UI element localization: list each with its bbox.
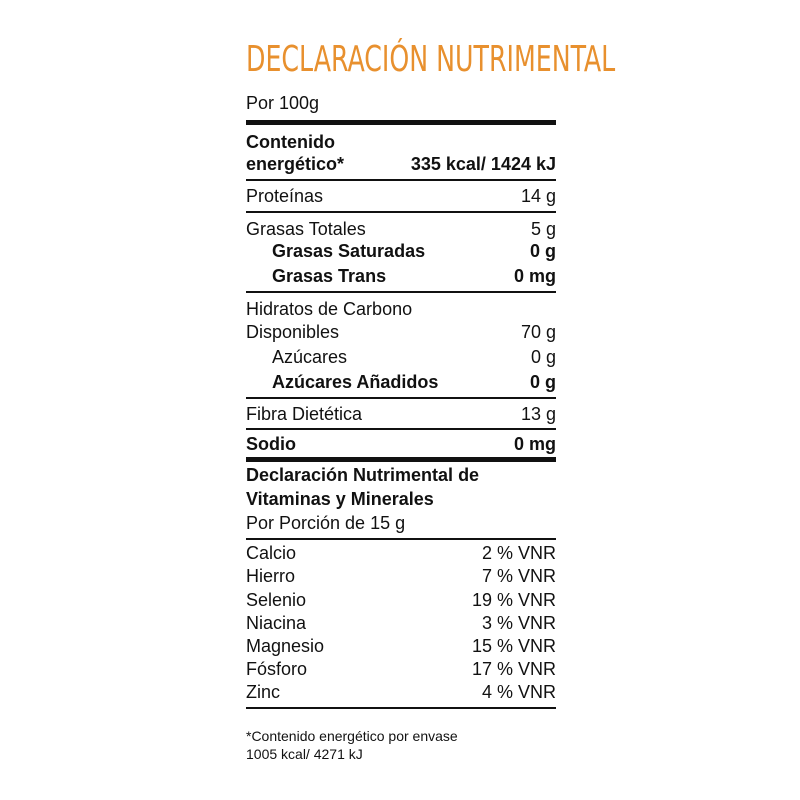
carbs-row bbox=[246, 321, 556, 343]
label-title: DECLARACIÓN NUTRIMENTAL bbox=[246, 39, 616, 80]
fats-total-label: Grasas Totales bbox=[246, 219, 366, 239]
divider bbox=[246, 397, 556, 399]
serving-size: Por 100g bbox=[246, 93, 320, 113]
fats-trans-value: 0 mg bbox=[513, 266, 556, 286]
sodium-value: 0 mg bbox=[513, 434, 556, 454]
added-sugars-row bbox=[246, 371, 556, 393]
divider bbox=[246, 179, 556, 181]
vitamin-value: 4 % VNR bbox=[481, 682, 556, 702]
proteins-value: 14 g bbox=[520, 186, 556, 206]
vitamin-value: 17 % VNR bbox=[471, 659, 556, 679]
fats-trans-label: Grasas Trans bbox=[272, 266, 387, 286]
vitamin-row bbox=[246, 589, 556, 611]
vitamin-name: Fósforo bbox=[246, 659, 308, 679]
fiber-value: 13 g bbox=[520, 404, 556, 424]
carbs-label-line1: Hidratos de Carbono bbox=[246, 299, 413, 319]
divider-thick bbox=[246, 120, 556, 125]
vitamin-value: 7 % VNR bbox=[481, 566, 556, 586]
divider bbox=[246, 538, 556, 540]
vitamins-heading-line2: Vitaminas y Minerales bbox=[246, 489, 434, 509]
energy-label-line1: Contenido bbox=[246, 132, 335, 152]
vitamin-row bbox=[246, 635, 556, 657]
divider bbox=[246, 707, 556, 709]
fiber-row bbox=[246, 403, 556, 425]
vitamins-heading-line1: Declaración Nutrimental de bbox=[246, 465, 480, 485]
fats-total-value: 5 g bbox=[530, 219, 556, 239]
vitamin-name: Magnesio bbox=[246, 636, 325, 656]
vitamin-value: 19 % VNR bbox=[471, 590, 556, 610]
added-sugars-label: Azúcares Añadidos bbox=[272, 372, 439, 392]
carbs-label-line2: Disponibles bbox=[246, 322, 340, 342]
fats-saturated-row bbox=[246, 240, 556, 262]
added-sugars-value: 0 g bbox=[529, 372, 556, 392]
fats-saturated-value: 0 g bbox=[529, 241, 556, 261]
footnote-line2: 1005 kcal/ 4271 kJ bbox=[246, 746, 363, 762]
vitamins-portion: Por Porción de 15 g bbox=[246, 513, 406, 533]
energy-label-line2: energético* bbox=[246, 154, 345, 174]
sugars-label: Azúcares bbox=[272, 347, 348, 367]
fats-total-row bbox=[246, 218, 556, 240]
divider bbox=[246, 291, 556, 293]
vitamin-row bbox=[246, 658, 556, 680]
fats-trans-row bbox=[246, 265, 556, 287]
vitamin-name: Hierro bbox=[246, 566, 296, 586]
vitamin-value: 15 % VNR bbox=[471, 636, 556, 656]
energy-value: 335 kcal/ 1424 kJ bbox=[410, 154, 556, 174]
divider bbox=[246, 211, 556, 213]
proteins-row bbox=[246, 185, 556, 207]
proteins-label: Proteínas bbox=[246, 186, 324, 206]
carbs-value: 70 g bbox=[520, 322, 556, 342]
footnote-line1: *Contenido energético por envase bbox=[246, 728, 458, 744]
vitamin-row bbox=[246, 542, 556, 564]
sodium-row bbox=[246, 433, 556, 455]
divider-thick bbox=[246, 457, 556, 462]
vitamin-value: 2 % VNR bbox=[481, 543, 556, 563]
vitamin-value: 3 % VNR bbox=[481, 613, 556, 633]
vitamin-row bbox=[246, 681, 556, 703]
vitamin-name: Zinc bbox=[246, 682, 281, 702]
vitamin-row bbox=[246, 612, 556, 634]
vitamin-name: Calcio bbox=[246, 543, 297, 563]
divider bbox=[246, 428, 556, 430]
sugars-value: 0 g bbox=[530, 347, 556, 367]
vitamin-name: Selenio bbox=[246, 590, 307, 610]
sugars-row bbox=[246, 346, 556, 368]
fiber-label: Fibra Dietética bbox=[246, 404, 363, 424]
sodium-label: Sodio bbox=[246, 434, 296, 454]
vitamin-name: Niacina bbox=[246, 613, 307, 633]
energy-row bbox=[246, 153, 556, 175]
fats-saturated-label: Grasas Saturadas bbox=[272, 241, 426, 261]
vitamin-row bbox=[246, 565, 556, 587]
